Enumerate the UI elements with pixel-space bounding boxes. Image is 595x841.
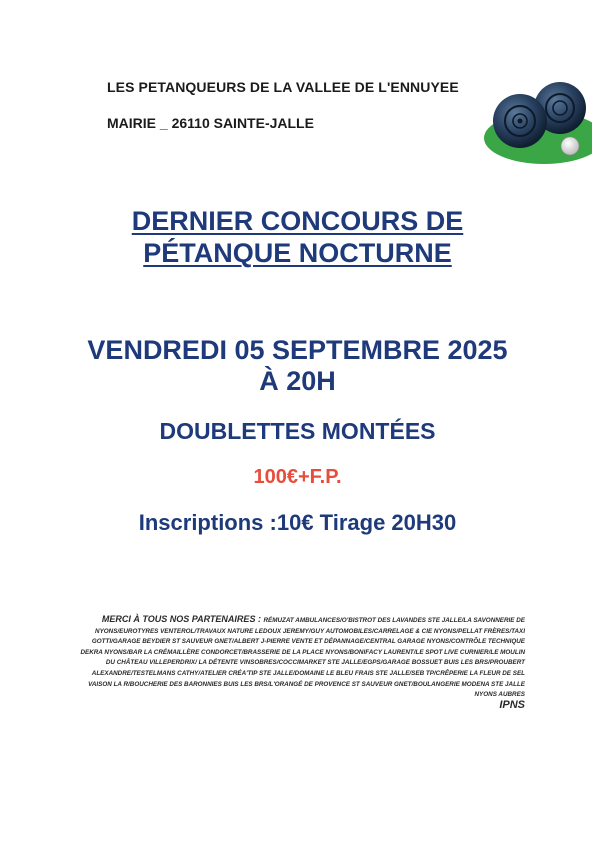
partners-thanks <box>76 614 525 701</box>
event-title-line2: PÉTANQUE NOCTURNE <box>143 238 452 268</box>
club-name: LES PETANQUEURS DE LA VALLEE DE L'ENNUYEE <box>107 79 459 95</box>
event-title-line1: DERNIER CONCOURS DE <box>131 206 464 236</box>
partners-lead: MERCI À TOUS NOS PARTENAIRES : <box>101 614 264 624</box>
event-date <box>0 335 595 397</box>
club-address: MAIRIE _ 26110 SAINTE-JALLE <box>107 115 314 131</box>
ipns-mention: IPNS <box>499 699 525 711</box>
event-date-line1: VENDREDI 05 SEPTEMBRE 2025 <box>87 335 508 365</box>
event-format: DOUBLETTES MONTÉES <box>159 418 436 444</box>
event-title <box>0 205 595 269</box>
petanque-balls-icon <box>472 76 592 168</box>
event-registration: Inscriptions :10€ Tirage 20H30 <box>138 510 457 535</box>
event-time: À 20H <box>259 366 336 396</box>
event-prize: 100€+F.P. <box>253 466 342 488</box>
partners-list: RÉMUZAT AMBULANCES/O'BISTROT DES LAVANDES STE JALLE/LA SAVONNERIE DE NYONS/EUROTYRES VENTEROL/TRAVAUX NATURE LEDOUX JEREMY/GUY AUTOMOBILES/CARRELAGE & CIE NYONS/PELLAT FRÈRES/TAXI GOTTI/GARAGE BEYDIER ST SAUVEUR GNET/ALBERT J-PIERRE VENTE ET DÉPANNAGE/CENTRAL GARAGE NYONS/CONTRÔLE TECHNIQUE DEKRA NYONS/BAR LA CRÉMAILLÈRE CONDORCET/BRASSERIE DE LA PLACE NYONS/BONIFACY LAURENT/LE SPOT LIVE CURNIER/LE MOULIN DU CHÂTEAU VILLEPERDRIX/ LA DÉTENTE VINSOBRES/COCCIMARKET STE JALLE/EGPS/GARAGE BOSSUET BUIS LES BRS/PROUBERT ALEXANDRE/TESTELMANS CATHY/ATELIER CRÉA'TIP STE JALLE/DOMAINE LE BLEU FRAIS STE JALLE/SEB TP/CRÊPERIE LA FLEUR DE SEL VAISON LA R/BOUCHERIE DES BARONNIES BUIS LES BRS/L'ORANGÉ DE PROVENCE ST SAUVEUR GNET/BOULANGERIE MODENA STE JALLE NYONS AUBRES <box>80 617 525 699</box>
